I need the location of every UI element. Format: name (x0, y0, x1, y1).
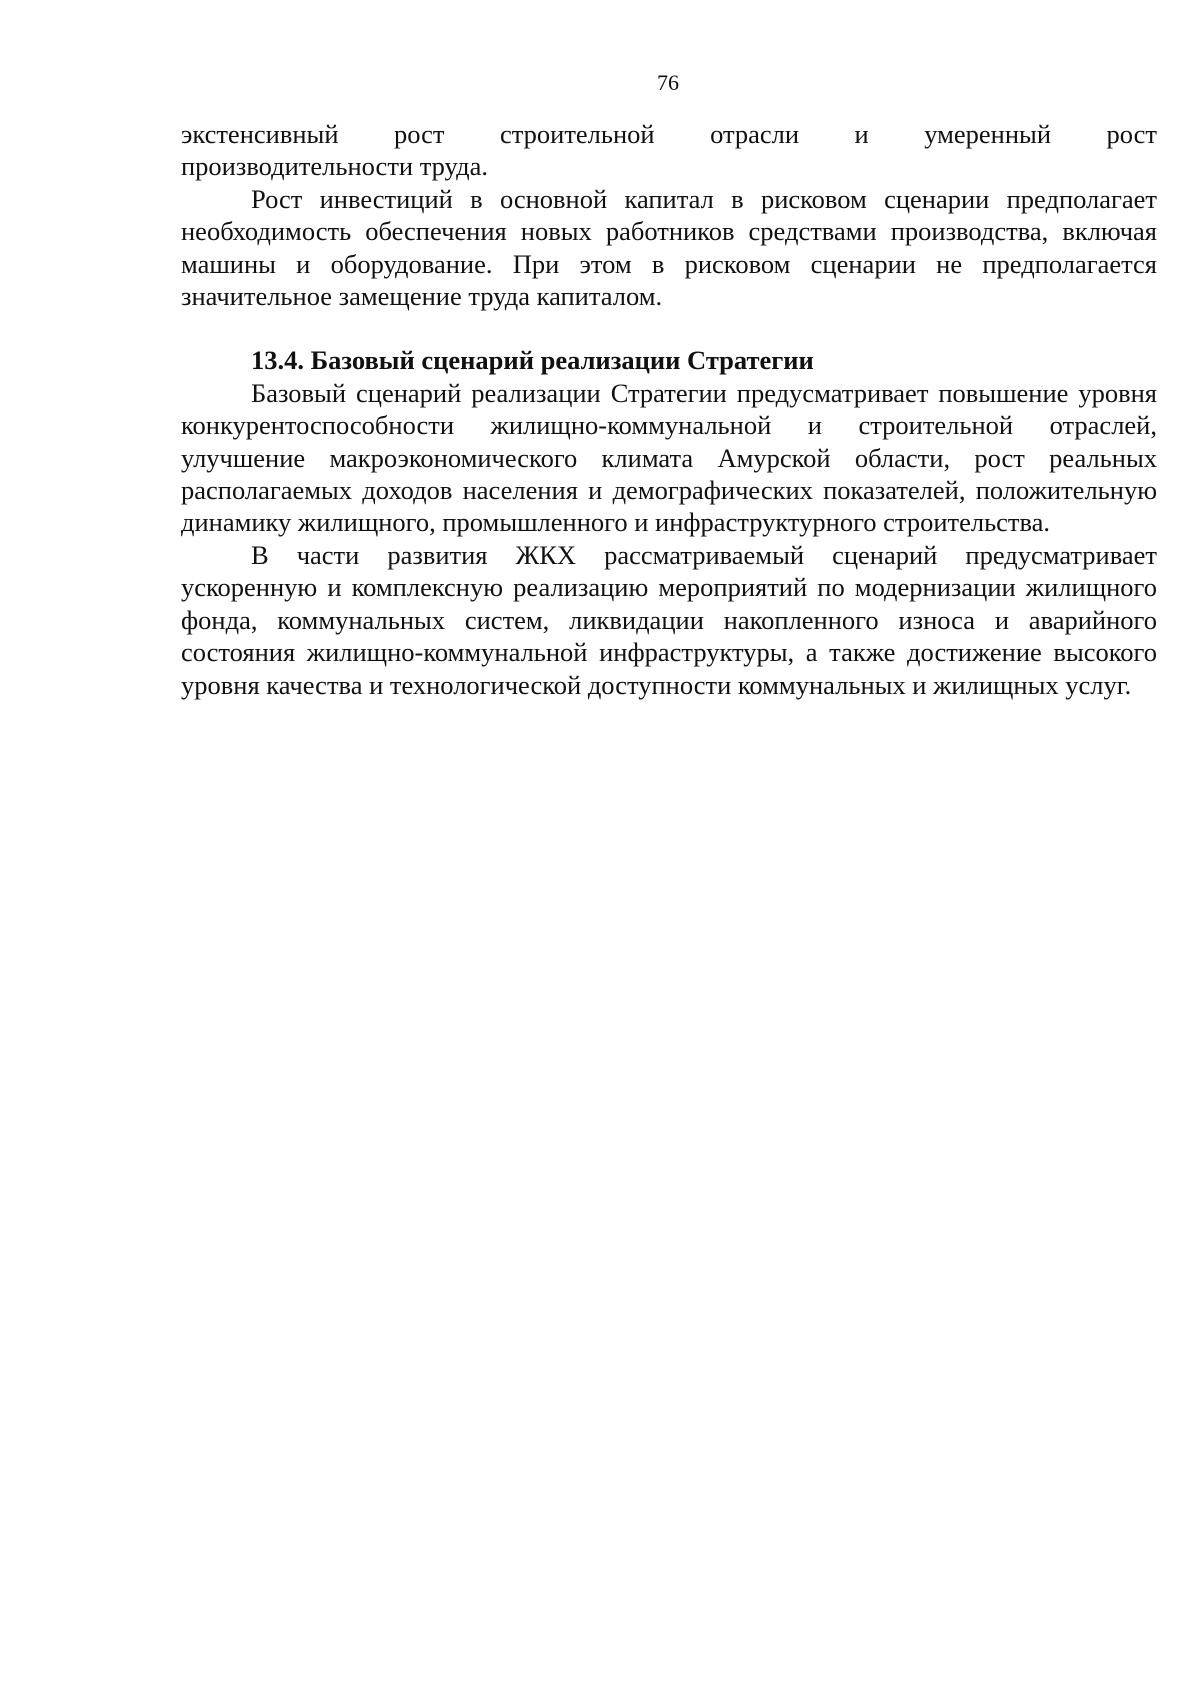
continuation-line: экстенсивный рост строительной отрасли и умеренный рост (181, 119, 1157, 149)
paragraph-housing: В части развития ЖКХ рассматриваемый сценарий предусматривает ускоренную и комплексную реализацию мероприятий по модернизации жилищного фонда, коммунальных систем, ликвидации накопленного износа и аварийного состояния жилищно-коммунальной инфраструктуры, а также достижение высокого уровня качества и технологической доступности коммунальных и жилищных услуг. (181, 539, 1157, 700)
paragraph-investment: Рост инвестиций в основной капитал в рисковом сценарии предполагает необходимость обеспечения новых работников средствами производства, включая машины и оборудование. При этом в рисковом сценарии не предполагается значительное замещение труда капиталом. (181, 183, 1157, 312)
paragraph-base-scenario: Базовый сценарий реализации Стратегии предусматривает повышение уровня конкурентоспособности жилищно-коммунальной и строительной отраслей, улучшение макроэкономического климата Амурской области, рост реальных располагаемых доходов населения и демографических показателей, положительную динамику жилищного, промышленного и инфраструктурного строительства. (181, 377, 1157, 538)
document-body (181, 118, 1157, 701)
page-number: 76 (657, 70, 679, 95)
continuation-line-end: производительности труда. (181, 151, 488, 182)
section-heading: 13.4. Базовый сценарий реализации Стратегии (251, 345, 814, 376)
